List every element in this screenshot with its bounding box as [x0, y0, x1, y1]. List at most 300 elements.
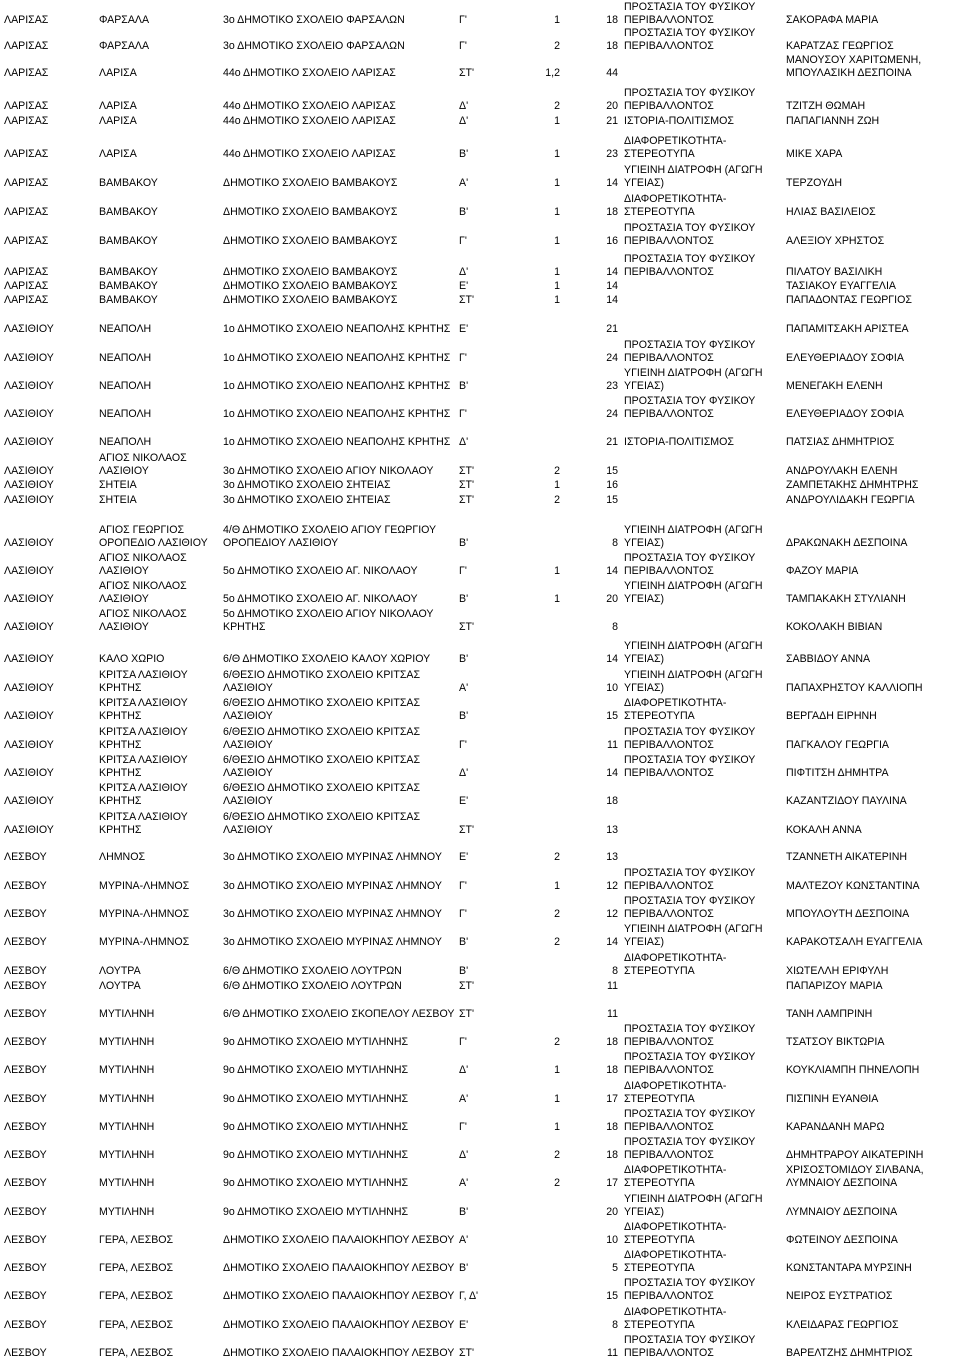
teacher-cell: ΚΑΡΑΤΖΑΣ ΓΕΩΡΓΙΟΣ	[786, 39, 894, 52]
prefecture-cell: ΛΑΣΙΘΙΟΥ	[4, 564, 54, 577]
students-cell: 18	[606, 39, 618, 52]
grade-cell: Γ'	[459, 407, 467, 420]
section-cell: 1	[554, 234, 560, 247]
municipality-cell: ΝΕΑΠΟΛΗ	[99, 322, 152, 335]
students-cell: 8	[612, 536, 618, 549]
school-cell: 9ο ΔΗΜΟΤΙΚΟ ΣΧΟΛΕΙΟ ΜΥΤΙΛΗΝΗΣ	[223, 1176, 409, 1189]
topic-cell	[622, 292, 784, 306]
prefecture-cell: ΛΕΣΒΟΥ	[4, 1346, 47, 1359]
table-row	[1, 549, 959, 577]
teacher-cell: ΣΑΒΒΙΔΟΥ ΑΝΝΑ	[786, 652, 871, 665]
municipality-cell: ΛΗΜΝΟΣ	[99, 850, 145, 863]
prefecture-cell: ΛΑΣΙΘΙΟΥ	[4, 738, 54, 751]
topic-cell: ΠΡΟΣΤΑΣΙΑ ΤΟΥ ΦΥΣΙΚΟΥ ΠΕΡΙΒΑΛΛΟΝΤΟΣ	[624, 222, 756, 247]
school-cell: 44ο ΔΗΜΟΤΙΚΟ ΣΧΟΛΕΙΟ ΛΑΡΙΣΑΣ	[223, 66, 396, 79]
teacher-cell: ΤΖΙΤΖΗ ΘΩΜΑΗ	[786, 99, 866, 112]
teacher-cell: ΚΑΡΑΚΟΤΣΑΛΗ ΕΥΑΓΓΕΛΙΑ	[786, 935, 923, 948]
municipality-cell: ΣΗΤΕΙΑ	[99, 493, 137, 506]
grade-cell: Β'	[459, 1205, 469, 1218]
section-cell: 1	[554, 1063, 560, 1076]
topic-cell: ΔΙΑΦΟΡΕΤΙΚΟΤΗΤΑ-ΣΤΕΡΕΟΤΥΠΑ	[624, 1080, 727, 1105]
school-cell: 4/Θ ΔΗΜΟΤΙΚΟ ΣΧΟΛΕΙΟ ΑΓΙΟΥ ΓΕΩΡΓΙΟΥ ΟΡΟΠΕΔΙΟΥ ΛΑΣΙΘΙΟΥ	[223, 524, 436, 549]
table-row	[1, 112, 959, 127]
table-row	[1, 836, 959, 863]
grade-cell: Γ'	[459, 1120, 467, 1133]
prefecture-cell: ΛΑΡΙΣΑΣ	[4, 66, 49, 79]
grade-cell: ΣΤ'	[459, 823, 475, 836]
teacher-cell: ΣΑΚΟΡΑΦΑ ΜΑΡΙΑ	[786, 13, 879, 26]
students-cell: 13	[606, 850, 618, 863]
prefecture-cell: ΛΕΣΒΟΥ	[4, 1289, 47, 1302]
section-cell: 1	[554, 147, 560, 160]
grade-cell: Γ'	[459, 1035, 467, 1048]
municipality-cell: ΛΟΥΤΡΑ	[99, 979, 141, 992]
table-row	[1, 722, 959, 751]
grade-cell: Β'	[459, 536, 469, 549]
section-cell: 2	[554, 1148, 560, 1161]
municipality-cell: ΛΑΡΙΣΑ	[99, 147, 137, 160]
school-cell: ΔΗΜΟΤΙΚΟ ΣΧΟΛΕΙΟ ΒΑΜΒΑΚΟΥΣ	[223, 265, 398, 278]
grade-cell: Β'	[459, 592, 469, 605]
teacher-cell: ΜΑΛΤΕΖΟΥ ΚΩΝΣΤΑΝΤΙΝΑ	[786, 879, 920, 892]
grade-cell: Β'	[459, 205, 469, 218]
grade-cell: Γ'	[459, 39, 467, 52]
municipality-cell: ΛΑΡΙΣΑ	[99, 99, 137, 112]
section-cell: 2	[554, 99, 560, 112]
teacher-cell: ΚΛΕΙΔΑΡΑΣ ΓΕΩΡΓΙΟΣ	[786, 1318, 899, 1331]
prefecture-cell: ΛΑΣΙΘΙΟΥ	[4, 464, 54, 477]
table-row	[1, 892, 959, 920]
section-cell: 1	[554, 1120, 560, 1133]
section-cell: 2	[554, 1176, 560, 1189]
section-cell: 2	[554, 39, 560, 52]
students-cell: 14	[606, 279, 618, 292]
topic-cell: ΥΓΙΕΙΝΗ ΔΙΑΤΡΟΦΗ (ΑΓΩΓΗ ΥΓΕΙΑΣ)	[624, 580, 763, 605]
students-cell: 24	[606, 351, 618, 364]
teacher-cell: ΤΖΑΝΝΕΤΗ ΑΙΚΑΤΕΡΙΝΗ	[786, 850, 908, 863]
topic-cell	[622, 306, 784, 335]
municipality-cell: ΜΥΤΙΛΗΝΗ	[99, 1176, 155, 1189]
school-cell: 9ο ΔΗΜΟΤΙΚΟ ΣΧΟΛΕΙΟ ΜΥΤΙΛΗΝΗΣ	[223, 1120, 409, 1133]
prefecture-cell: ΛΑΣΙΘΙΟΥ	[4, 709, 54, 722]
prefecture-cell: ΛΕΣΒΟΥ	[4, 1092, 47, 1105]
topic-cell: ΠΡΟΣΤΑΣΙΑ ΤΟΥ ΦΥΣΙΚΟΥ ΠΕΡΙΒΑΛΛΟΝΤΟΣ	[624, 1108, 756, 1133]
students-cell: 18	[606, 1063, 618, 1076]
teacher-cell: ΤΑΣΙΑΚΟΥ ΕΥΑΓΓΕΛΙΑ	[786, 279, 896, 292]
students-cell: 8	[612, 1318, 618, 1331]
section-cell	[520, 1274, 564, 1302]
students-cell: 8	[612, 964, 618, 977]
students-cell: 16	[606, 234, 618, 247]
municipality-cell: ΒΑΜΒΑΚΟΥ	[99, 279, 158, 292]
students-cell: 13	[606, 823, 618, 836]
table-row	[1, 605, 959, 633]
municipality-cell: ΚΡΙΤΣΑ ΛΑΣΙΘΙΟΥ ΚΡΗΤΗΣ	[99, 726, 188, 751]
section-cell	[520, 420, 564, 448]
school-cell: 6/ΘΕΣΙΟ ΔΗΜΟΤΙΚΟ ΣΧΟΛΕΙΟ ΚΡΙΤΣΑΣ ΛΑΣΙΘΙΟΥ	[223, 811, 421, 836]
section-cell	[520, 633, 564, 665]
teacher-cell: ΕΛΕΥΘΕΡΙΑΔΟΥ ΣΟΦΙΑ	[786, 407, 904, 420]
municipality-cell: ΚΡΙΤΣΑ ΛΑΣΙΘΙΟΥ ΚΡΗΤΗΣ	[99, 754, 188, 779]
municipality-cell: ΚΡΙΤΣΑ ΛΑΣΙΘΙΟΥ ΚΡΗΤΗΣ	[99, 782, 188, 807]
municipality-cell: ΜΥΤΙΛΗΝΗ	[99, 1007, 155, 1020]
teacher-cell: ΠΑΠΑΔΟΝΤΑΣ ΓΕΩΡΓΙΟΣ	[786, 293, 912, 306]
municipality-cell: ΜΥΤΙΛΗΝΗ	[99, 1092, 155, 1105]
grade-cell: Β'	[459, 1261, 469, 1274]
topic-cell: ΠΡΟΣΤΑΣΙΑ ΤΟΥ ΦΥΣΙΚΟΥ ΠΕΡΙΒΑΛΛΟΝΤΟΣ	[624, 339, 756, 364]
municipality-cell: ΑΓΙΟΣ ΝΙΚΟΛΑΟΣ ΛΑΣΙΘΙΟΥ	[99, 552, 187, 577]
students-cell: 14	[606, 652, 618, 665]
topic-cell	[622, 491, 784, 506]
students-cell: 15	[606, 709, 618, 722]
grade-cell: ΣΤ'	[459, 620, 475, 633]
school-cell: 5ο ΔΗΜΟΤΙΚΟ ΣΧΟΛΕΙΟ ΑΓ. ΝΙΚΟΛΑΟΥ	[223, 564, 418, 577]
table-row	[1, 26, 959, 52]
teacher-cell: ΑΛΕΞΙΟΥ ΧΡΗΣΤΟΣ	[786, 234, 885, 247]
table-row	[1, 491, 959, 506]
topic-cell: ΠΡΟΣΤΑΣΙΑ ΤΟΥ ΦΥΣΙΚΟΥ ΠΕΡΙΒΑΛΛΟΝΤΟΣ	[624, 1051, 756, 1076]
topic-cell: ΠΡΟΣΤΑΣΙΑ ΤΟΥ ΦΥΣΙΚΟΥ ΠΕΡΙΒΑΛΛΟΝΤΟΣ	[624, 253, 756, 278]
topic-cell: ΠΡΟΣΤΑΣΙΑ ΤΟΥ ΦΥΣΙΚΟΥ ΠΕΡΙΒΑΛΛΟΝΤΟΣ	[624, 1334, 756, 1359]
grade-cell: Δ'	[459, 435, 469, 448]
prefecture-cell: ΛΕΣΒΟΥ	[4, 964, 47, 977]
table-body	[1, 0, 959, 1359]
students-cell: 14	[606, 564, 618, 577]
school-cell: 44ο ΔΗΜΟΤΙΚΟ ΣΧΟΛΕΙΟ ΛΑΡΙΣΑΣ	[223, 147, 396, 160]
students-cell: 18	[606, 13, 618, 26]
school-cell: 5ο ΔΗΜΟΤΙΚΟ ΣΧΟΛΕΙΟ ΑΓ. ΝΙΚΟΛΑΟΥ	[223, 592, 418, 605]
teacher-cell: ΚΑΡΑΝΔΑΝΗ ΜΑΡΩ	[786, 1120, 885, 1133]
section-cell: 1	[554, 265, 560, 278]
grade-cell: ΣΤ'	[459, 464, 475, 477]
prefecture-cell: ΛΑΡΙΣΑΣ	[4, 265, 49, 278]
teacher-cell: ΠΙΣΠΙΝΗ ΕΥΑΝΘΙΑ	[786, 1092, 879, 1105]
table-row	[1, 0, 959, 26]
prefecture-cell: ΛΕΣΒΟΥ	[4, 979, 47, 992]
table-row	[1, 189, 959, 218]
grade-cell: ΣΤ'	[459, 979, 475, 992]
grade-cell: Ε'	[459, 1318, 469, 1331]
topic-cell: ΠΡΟΣΤΑΣΙΑ ΤΟΥ ΦΥΣΙΚΟΥ ΠΕΡΙΒΑΛΛΟΝΤΟΣ	[624, 867, 756, 892]
section-cell: 1	[554, 279, 560, 292]
students-cell: 14	[606, 293, 618, 306]
prefecture-cell: ΛΑΡΙΣΑΣ	[4, 293, 49, 306]
municipality-cell: ΒΑΜΒΑΚΟΥ	[99, 234, 158, 247]
school-cell: 9ο ΔΗΜΟΤΙΚΟ ΣΧΟΛΕΙΟ ΜΥΤΙΛΗΝΗΣ	[223, 1035, 409, 1048]
section-cell	[520, 364, 564, 392]
prefecture-cell: ΛΕΣΒΟΥ	[4, 879, 47, 892]
table-row	[1, 1246, 959, 1274]
section-cell	[520, 306, 564, 335]
school-cell: 6/Θ ΔΗΜΟΤΙΚΟ ΣΧΟΛΕΙΟ ΛΟΥΤΡΩΝ	[223, 979, 402, 992]
school-cell: 3ο ΔΗΜΟΤΙΚΟ ΣΧΟΛΕΙΟ ΜΥΡΙΝΑΣ ΛΗΜΝΟΥ	[223, 907, 442, 920]
prefecture-cell: ΛΕΣΒΟΥ	[4, 1205, 47, 1218]
teacher-cell: ΤΑΜΠΑΚΑΚΗ ΣΤΥΛΙΑΝΗ	[786, 592, 906, 605]
school-cell: 6/ΘΕΣΙΟ ΔΗΜΟΤΙΚΟ ΣΧΟΛΕΙΟ ΚΡΙΤΣΑΣ ΛΑΣΙΘΙΟΥ	[223, 726, 421, 751]
teacher-cell: ΚΩΝΣΤΑΝΤΑΡΑ ΜΥΡΣΙΝΗ	[786, 1261, 912, 1274]
municipality-cell: ΝΕΑΠΟΛΗ	[99, 351, 152, 364]
grade-cell: ΣΤ'	[459, 478, 475, 491]
teacher-cell: ΖΑΜΠΕΤΑΚΗΣ ΔΗΜΗΤΡΗΣ	[786, 478, 919, 491]
municipality-cell: ΛΑΡΙΣΑ	[99, 114, 137, 127]
students-cell: 8	[612, 620, 618, 633]
prefecture-cell: ΛΑΡΙΣΑΣ	[4, 234, 49, 247]
teacher-cell: ΧΙΩΤΕΛΛΗ ΕΡΙΦΥΛΗ	[786, 964, 889, 977]
topic-cell	[622, 52, 784, 79]
grade-cell: Β'	[459, 379, 469, 392]
grade-cell: Γ'	[459, 907, 467, 920]
section-cell	[520, 335, 564, 364]
school-cell: ΔΗΜΟΤΙΚΟ ΣΧΟΛΕΙΟ ΒΑΜΒΑΚΟΥΣ	[223, 176, 398, 189]
section-cell	[520, 1302, 564, 1331]
teacher-cell: ΕΛΕΥΘΕΡΙΑΔΟΥ ΣΟΦΙΑ	[786, 351, 904, 364]
topic-cell: ΔΙΑΦΟΡΕΤΙΚΟΤΗΤΑ-ΣΤΕΡΕΟΤΥΠΑ	[624, 1249, 727, 1274]
teacher-cell: ΗΛΙΑΣ ΒΑΣΙΛΕΙΟΣ	[786, 205, 876, 218]
teacher-cell: ΜΠΟΥΛΟΥΤΗ ΔΕΣΠΟΙΝΑ	[786, 907, 910, 920]
prefecture-cell: ΛΑΣΙΘΙΟΥ	[4, 681, 54, 694]
municipality-cell: ΓΕΡΑ, ΛΕΣΒΟΣ	[99, 1346, 174, 1359]
grade-cell: Δ'	[459, 99, 469, 112]
prefecture-cell: ΛΑΡΙΣΑΣ	[4, 114, 49, 127]
municipality-cell: ΝΕΑΠΟΛΗ	[99, 379, 152, 392]
students-cell: 21	[606, 435, 618, 448]
school-cell: 3ο ΔΗΜΟΤΙΚΟ ΣΧΟΛΕΙΟ ΜΥΡΙΝΑΣ ΛΗΜΝΟΥ	[223, 935, 442, 948]
prefecture-cell: ΛΕΣΒΟΥ	[4, 1007, 47, 1020]
section-cell: 2	[554, 464, 560, 477]
prefecture-cell: ΛΑΣΙΘΙΟΥ	[4, 379, 54, 392]
prefecture-cell: ΛΕΣΒΟΥ	[4, 850, 47, 863]
topic-cell: ΙΣΤΟΡΙΑ-ΠΟΛΙΤΙΣΜΟΣ	[624, 435, 734, 448]
municipality-cell: ΜΥΡΙΝΑ-ΛΗΜΝΟΣ	[99, 907, 190, 920]
teacher-cell: ΠΑΠΑΡΙΖΟΥ ΜΑΡΙΑ	[786, 979, 883, 992]
topic-cell: ΥΓΙΕΙΝΗ ΔΙΑΤΡΟΦΗ (ΑΓΩΓΗ ΥΓΕΙΑΣ)	[624, 524, 763, 549]
students-cell: 10	[606, 681, 618, 694]
grade-cell: Α'	[459, 1176, 469, 1189]
table-row	[1, 127, 959, 160]
teacher-cell: ΜΙΚΕ ΧΑΡΑ	[786, 147, 843, 160]
topic-cell	[622, 836, 784, 863]
prefecture-cell: ΛΑΣΙΘΙΟΥ	[4, 794, 54, 807]
school-cell: 1ο ΔΗΜΟΤΙΚΟ ΣΧΟΛΕΙΟ ΝΕΑΠΟΛΗΣ ΚΡΗΤΗΣ	[223, 351, 451, 364]
grade-cell: Ε'	[459, 794, 469, 807]
section-cell: 1	[554, 13, 560, 26]
section-cell	[520, 605, 564, 633]
table-row	[1, 448, 959, 477]
grade-cell: Ε'	[459, 279, 469, 292]
prefecture-cell: ΛΑΣΙΘΙΟΥ	[4, 407, 54, 420]
section-cell: 1	[554, 564, 560, 577]
section-cell	[520, 948, 564, 977]
table-row	[1, 1076, 959, 1105]
teacher-cell: ΔΡΑΚΩΝΑΚΗ ΔΕΣΠΟΙΝΑ	[786, 536, 908, 549]
school-cell: ΔΗΜΟΤΙΚΟ ΣΧΟΛΕΙΟ ΒΑΜΒΑΚΟΥΣ	[223, 279, 398, 292]
grade-cell: Γ'	[459, 13, 467, 26]
school-cell: 3ο ΔΗΜΟΤΙΚΟ ΣΧΟΛΕΙΟ ΦΑΡΣΑΛΩΝ	[223, 39, 405, 52]
section-cell	[520, 1331, 564, 1359]
topic-cell	[622, 992, 784, 1020]
students-cell: 18	[606, 205, 618, 218]
municipality-cell: ΑΓΙΟΣ ΝΙΚΟΛΑΟΣ ΛΑΣΙΘΙΟΥ	[99, 452, 187, 477]
table-row	[1, 1020, 959, 1048]
table-row	[1, 247, 959, 278]
table-row	[1, 218, 959, 247]
table-row	[1, 278, 959, 292]
grade-cell: Γ'	[459, 234, 467, 247]
teacher-cell: ΛΥΜΝΑΙΟΥ ΔΕΣΠΟΙΝΑ	[786, 1205, 898, 1218]
prefecture-cell: ΛΑΡΙΣΑΣ	[4, 279, 49, 292]
prefecture-cell: ΛΕΣΒΟΥ	[4, 1176, 47, 1189]
students-cell: 14	[606, 176, 618, 189]
section-cell: 1	[554, 293, 560, 306]
table-row	[1, 779, 959, 807]
teacher-cell: ΚΟΚΑΛΗ ΑΝΝΑ	[786, 823, 862, 836]
prefecture-cell: ΛΑΣΙΘΙΟΥ	[4, 536, 54, 549]
students-cell: 18	[606, 1148, 618, 1161]
school-cell: 1ο ΔΗΜΟΤΙΚΟ ΣΧΟΛΕΙΟ ΝΕΑΠΟΛΗΣ ΚΡΗΤΗΣ	[223, 322, 451, 335]
teacher-cell: ΦΩΤΕΙΝΟΥ ΔΕΣΠΟΙΝΑ	[786, 1233, 898, 1246]
municipality-cell: ΛΟΥΤΡΑ	[99, 964, 141, 977]
school-cell: ΔΗΜΟΤΙΚΟ ΣΧΟΛΕΙΟ ΒΑΜΒΑΚΟΥΣ	[223, 293, 398, 306]
section-cell	[520, 977, 564, 992]
school-cell: 9ο ΔΗΜΟΤΙΚΟ ΣΧΟΛΕΙΟ ΜΥΤΙΛΗΝΗΣ	[223, 1148, 409, 1161]
table-row	[1, 79, 959, 112]
municipality-cell: ΚΑΛΟ ΧΩΡΙΟ	[99, 652, 165, 665]
students-cell: 21	[606, 322, 618, 335]
teacher-cell: ΠΑΠΑΓΙΑΝΝΗ ΖΩΗ	[786, 114, 880, 127]
topic-cell: ΠΡΟΣΤΑΣΙΑ ΤΟΥ ΦΥΣΙΚΟΥ ΠΕΡΙΒΑΛΛΟΝΤΟΣ	[624, 1023, 756, 1048]
students-cell: 12	[606, 879, 618, 892]
topic-cell: ΙΣΤΟΡΙΑ-ΠΟΛΙΤΙΣΜΟΣ	[624, 114, 734, 127]
topic-cell: ΔΙΑΦΟΡΕΤΙΚΟΤΗΤΑ-ΣΤΕΡΕΟΤΥΠΑ	[624, 1221, 727, 1246]
prefecture-cell: ΛΑΣΙΘΙΟΥ	[4, 823, 54, 836]
topic-cell: ΠΡΟΣΤΑΣΙΑ ΤΟΥ ΦΥΣΙΚΟΥ ΠΕΡΙΒΑΛΛΟΝΤΟΣ	[624, 552, 756, 577]
grade-cell: ΣΤ'	[459, 1007, 475, 1020]
prefecture-cell: ΛΑΣΙΘΙΟΥ	[4, 322, 54, 335]
table-row	[1, 335, 959, 364]
table-row	[1, 1218, 959, 1246]
table-row	[1, 52, 959, 79]
municipality-cell: ΝΕΑΠΟΛΗ	[99, 435, 152, 448]
topic-cell: ΠΡΟΣΤΑΣΙΑ ΤΟΥ ΦΥΣΙΚΟΥ ΠΕΡΙΒΑΛΛΟΝΤΟΣ	[624, 1, 756, 26]
topic-cell	[622, 779, 784, 807]
grade-cell: ΣΤ'	[459, 1346, 475, 1359]
table-row	[1, 477, 959, 491]
section-cell: 1	[554, 1092, 560, 1105]
teacher-cell: ΠΑΠΑΜΙΤΣΑΚΗ ΑΡΙΣΤΕΑ	[786, 322, 909, 335]
school-cell: 6/Θ ΔΗΜΟΤΙΚΟ ΣΧΟΛΕΙΟ ΚΑΛΟΥ ΧΩΡΙΟΥ	[223, 652, 431, 665]
programs-table	[1, 0, 959, 1359]
municipality-cell: ΚΡΙΤΣΑ ΛΑΣΙΘΙΟΥ ΚΡΗΤΗΣ	[99, 697, 188, 722]
table-row	[1, 577, 959, 605]
section-cell	[520, 1189, 564, 1218]
section-cell: 1	[554, 592, 560, 605]
municipality-cell: ΒΑΜΒΑΚΟΥ	[99, 205, 158, 218]
table-row	[1, 1161, 959, 1189]
school-cell: 1ο ΔΗΜΟΤΙΚΟ ΣΧΟΛΕΙΟ ΝΕΑΠΟΛΗΣ ΚΡΗΤΗΣ	[223, 407, 451, 420]
topic-cell: ΠΡΟΣΤΑΣΙΑ ΤΟΥ ΦΥΣΙΚΟΥ ΠΕΡΙΒΑΛΛΟΝΤΟΣ	[624, 395, 756, 420]
table-row	[1, 1105, 959, 1133]
grade-cell: Α'	[459, 1092, 469, 1105]
table-row	[1, 977, 959, 992]
school-cell: 6/ΘΕΣΙΟ ΔΗΜΟΤΙΚΟ ΣΧΟΛΕΙΟ ΚΡΙΤΣΑΣ ΛΑΣΙΘΙΟΥ	[223, 782, 421, 807]
section-cell	[520, 779, 564, 807]
topic-cell: ΥΓΙΕΙΝΗ ΔΙΑΤΡΟΦΗ (ΑΓΩΓΗ ΥΓΕΙΑΣ)	[624, 164, 763, 189]
section-cell: 2	[554, 493, 560, 506]
prefecture-cell: ΛΑΣΙΘΙΟΥ	[4, 652, 54, 665]
students-cell: 10	[606, 1233, 618, 1246]
teacher-cell: ΒΕΡΓΑΔΗ ΕΙΡΗΝΗ	[786, 709, 877, 722]
prefecture-cell: ΛΕΣΒΟΥ	[4, 1318, 47, 1331]
topic-cell: ΔΙΑΦΟΡΕΤΙΚΟΤΗΤΑ-ΣΤΕΡΕΟΤΥΠΑ	[624, 1306, 727, 1331]
teacher-cell: ΧΡΙΣΟΣΤΟΜΙΔΟΥ ΣΙΛΒΑΝΑ, ΛΥΜΝΑΙΟΥ ΔΕΣΠΟΙΝΑ	[786, 1164, 924, 1189]
school-cell: 6/ΘΕΣΙΟ ΔΗΜΟΤΙΚΟ ΣΧΟΛΕΙΟ ΚΡΙΤΣΑΣ ΛΑΣΙΘΙΟΥ	[223, 669, 421, 694]
municipality-cell: ΜΥΤΙΛΗΝΗ	[99, 1205, 155, 1218]
table-row	[1, 1189, 959, 1218]
students-cell: 24	[606, 407, 618, 420]
section-cell: 1,2	[545, 66, 560, 79]
school-cell: 6/ΘΕΣΙΟ ΔΗΜΟΤΙΚΟ ΣΧΟΛΕΙΟ ΚΡΙΤΣΑΣ ΛΑΣΙΘΙΟΥ	[223, 697, 421, 722]
municipality-cell: ΑΓΙΟΣ ΝΙΚΟΛΑΟΣ ΛΑΣΙΘΙΟΥ	[99, 580, 187, 605]
students-cell: 11	[607, 1346, 618, 1359]
grade-cell: Β'	[459, 964, 469, 977]
municipality-cell: ΜΥΤΙΛΗΝΗ	[99, 1035, 155, 1048]
table-row	[1, 306, 959, 335]
grade-cell: Δ'	[459, 766, 469, 779]
prefecture-cell: ΛΑΣΙΘΙΟΥ	[4, 493, 54, 506]
students-cell: 20	[606, 592, 618, 605]
prefecture-cell: ΛΕΣΒΟΥ	[4, 907, 47, 920]
table-row	[1, 1048, 959, 1076]
municipality-cell: ΦΑΡΣΑΛΑ	[99, 39, 150, 52]
school-cell: 9ο ΔΗΜΟΤΙΚΟ ΣΧΟΛΕΙΟ ΜΥΤΙΛΗΝΗΣ	[223, 1092, 409, 1105]
prefecture-cell: ΛΑΣΙΘΙΟΥ	[4, 478, 54, 491]
prefecture-cell: ΛΕΣΒΟΥ	[4, 1035, 47, 1048]
table-row	[1, 1331, 959, 1359]
school-cell: ΔΗΜΟΤΙΚΟ ΣΧΟΛΕΙΟ ΠΑΛΑΙΟΚΗΠΟΥ ΛΕΣΒΟΥ	[223, 1233, 455, 1246]
municipality-cell: ΒΑΜΒΑΚΟΥ	[99, 293, 158, 306]
municipality-cell: ΒΑΜΒΑΚΟΥ	[99, 265, 158, 278]
table-row	[1, 694, 959, 722]
grade-cell: Δ'	[459, 265, 469, 278]
school-cell: 6/Θ ΔΗΜΟΤΙΚΟ ΣΧΟΛΕΙΟ ΛΟΥΤΡΩΝ	[223, 964, 402, 977]
grade-cell: Γ'	[459, 879, 467, 892]
students-cell: 18	[606, 794, 618, 807]
school-cell: 3ο ΔΗΜΟΤΙΚΟ ΣΧΟΛΕΙΟ ΑΓΙΟΥ ΝΙΚΟΛΑΟΥ	[223, 464, 434, 477]
section-cell	[520, 665, 564, 694]
table-row	[1, 506, 959, 549]
grade-cell: Γ, Δ'	[459, 1289, 479, 1302]
grade-cell: Ε'	[459, 850, 469, 863]
teacher-cell: ΠΙΛΑΤΟΥ ΒΑΣΙΛΙΚΗ	[786, 265, 883, 278]
section-cell: 1	[554, 205, 560, 218]
table-row	[1, 1302, 959, 1331]
section-cell: 1	[554, 478, 560, 491]
grade-cell: ΣΤ'	[459, 66, 475, 79]
school-cell: ΔΗΜΟΤΙΚΟ ΣΧΟΛΕΙΟ ΠΑΛΑΙΟΚΗΠΟΥ ΛΕΣΒΟΥ	[223, 1261, 455, 1274]
students-cell: 21	[606, 114, 618, 127]
table-row	[1, 751, 959, 779]
prefecture-cell: ΛΕΣΒΟΥ	[4, 1261, 47, 1274]
table-row	[1, 665, 959, 694]
section-cell: 2	[554, 935, 560, 948]
grade-cell: Α'	[459, 1233, 469, 1246]
prefecture-cell: ΛΑΣΙΘΙΟΥ	[4, 435, 54, 448]
students-cell: 18	[606, 1120, 618, 1133]
topic-cell: ΠΡΟΣΤΑΣΙΑ ΤΟΥ ΦΥΣΙΚΟΥ ΠΕΡΙΒΑΛΛΟΝΤΟΣ	[624, 87, 756, 112]
prefecture-cell: ΛΕΣΒΟΥ	[4, 1233, 47, 1246]
topic-cell: ΠΡΟΣΤΑΣΙΑ ΤΟΥ ΦΥΣΙΚΟΥ ΠΕΡΙΒΑΛΛΟΝΤΟΣ	[624, 895, 756, 920]
section-cell: 2	[554, 850, 560, 863]
